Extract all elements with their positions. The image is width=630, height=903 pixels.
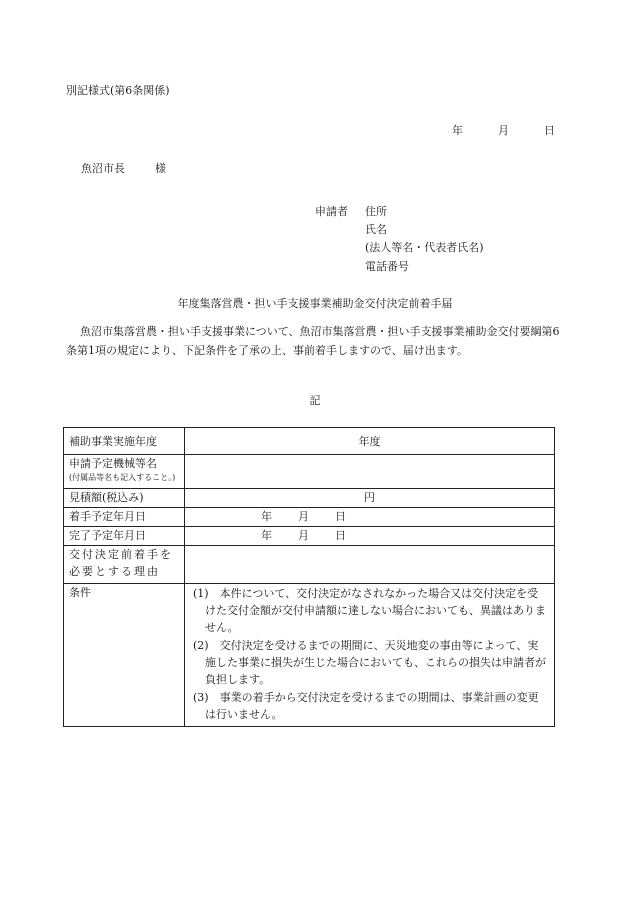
machine-label: 申請予定機械等名 xyxy=(69,457,157,470)
reason-label-cell xyxy=(64,546,185,584)
applicant-phone-label: 電話番号 xyxy=(365,260,409,273)
fiscal-year-label: 補助事業実施年度 xyxy=(64,428,185,455)
addressee-honorific: 様 xyxy=(155,162,166,175)
estimate-label: 見積額(税込み) xyxy=(64,489,185,508)
date-year-label: 年 xyxy=(452,124,463,137)
reason-label-line2: 必要とする理由 xyxy=(69,565,160,578)
condition-item-3: (3) 事業の着手から交付決定を受けるまでの期間は、事業計画の変更は行いません。 xyxy=(193,691,539,721)
estimate-value[interactable]: 円 xyxy=(185,489,555,508)
condition-item-2: (2) 交付決定を受けるまでの期間に、天災地変の事由等によって、実施した事業に損失が生じた場合においても、これらの損失は申請者が負担します。 xyxy=(193,639,546,686)
condition-item-1: (1) 本件について、交付決定がなされなかった場合又は交付決定を受けた交付金額が交付申請額に達しない場合においても、異議はありません。 xyxy=(193,587,546,634)
applicant-corp-note: (法人等名・代表者氏名) xyxy=(365,241,484,254)
form-reference: 別記様式(第6条関係) xyxy=(66,84,170,97)
applicant-address-label: 住所 xyxy=(365,205,387,218)
machine-value[interactable] xyxy=(185,455,555,489)
document-title: 年度集落営農・担い手支援事業補助金交付決定前着手届 xyxy=(177,297,453,310)
body-paragraph: 魚沼市集落営農・担い手支援事業について、魚沼市集落営農・担い手支援事業補助金交付要綱第6条第1項の規定により、下記条件を了承の上、事前着手しますので、届け出ます。 xyxy=(66,325,560,357)
table-row xyxy=(64,489,555,508)
start-date-value[interactable] xyxy=(185,508,555,527)
end-date-day: 日 xyxy=(335,529,346,542)
reason-value[interactable] xyxy=(185,546,555,584)
machine-note: (付属品等名も記入すること。) xyxy=(69,473,176,482)
conditions-cell xyxy=(185,584,555,727)
start-date-year: 年 xyxy=(261,510,272,523)
date-month-label: 月 xyxy=(498,124,509,137)
start-date-day: 日 xyxy=(335,510,346,523)
table-row xyxy=(64,428,555,455)
end-date-value[interactable] xyxy=(185,527,555,546)
reason-label-line1: 交付決定前着手を xyxy=(69,548,173,561)
applicant-label: 申請者 xyxy=(315,205,348,218)
table-row xyxy=(64,508,555,527)
table-row xyxy=(64,527,555,546)
date-day-label: 日 xyxy=(544,124,555,137)
end-date-year: 年 xyxy=(261,529,272,542)
ki-heading: 記 xyxy=(309,394,321,407)
start-date-month: 月 xyxy=(298,510,309,523)
table-row xyxy=(64,584,555,727)
submission-date xyxy=(452,122,555,138)
details-table xyxy=(63,427,555,727)
fiscal-year-value[interactable]: 年度 xyxy=(185,428,555,455)
addressee xyxy=(81,160,166,176)
table-row xyxy=(64,546,555,584)
end-date-label: 完了予定年月日 xyxy=(64,527,185,546)
machine-label-cell xyxy=(64,455,185,489)
end-date-month: 月 xyxy=(298,529,309,542)
conditions-label: 条件 xyxy=(64,584,185,727)
addressee-name: 魚沼市長 xyxy=(81,162,125,175)
start-date-label: 着手予定年月日 xyxy=(64,508,185,527)
table-row xyxy=(64,455,555,489)
applicant-name-label: 氏名 xyxy=(365,223,387,236)
